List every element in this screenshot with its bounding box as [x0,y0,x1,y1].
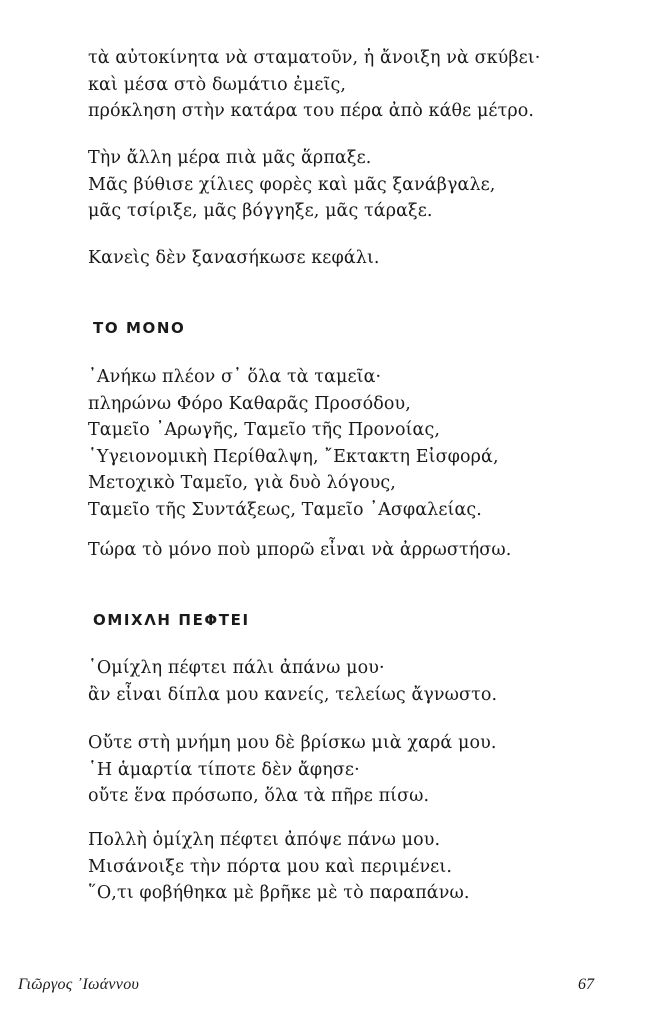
poem-line: καὶ μέσα στὸ δωμάτιο ἐμεῖς, [88,74,347,95]
poem-line: μᾶς τσίριξε, μᾶς βόγγηξε, μᾶς τάραξε. [88,201,433,221]
poem-stanza [88,145,495,225]
poem-line: Μισάνοιξε τὴν πόρτα μου καὶ περιμένει. [88,856,452,877]
poem-line: Ταμεῖο ᾿Αρωγῆς, Ταμεῖο τῆς Προνοίας, [88,420,441,440]
poem-stanza [88,245,380,272]
poem-line: οὔτε ἕνα πρόσωπο, ὅλα τὰ πῆρε πίσω. [88,786,430,806]
poem-stanza [88,537,511,564]
poem-line: τὰ αὐτοκίνητα νὰ σταματοῦν, ἡ ἄνοιξη νὰ σκύβει· [88,48,541,68]
poem-stanza [88,730,497,810]
page-number: 67 [578,976,594,993]
poem-line: Πολλὴ ὁμίχλη πέφτει ἀπόψε πάνω μου. [88,830,441,850]
poem-line: ῾Ομίχλη πέφτει πάλι ἀπάνω μου· [88,658,385,678]
poem-line: ῾Υγειονομικὴ Περίθαλψη, ῎Εκτακτη Εἰσφορά, [88,446,499,467]
poem-line: Τὴν ἄλλη μέρα πιὰ μᾶς ἅρπαξε. [88,148,372,168]
poem-line: ῞Ο,τι φοβήθηκα μὲ βρῆκε μὲ τὸ παραπάνω. [88,883,470,903]
poem-stanza [88,827,470,907]
poem-line: ἂν εἶναι δίπλα μου κανείς, τελείως ἄγνωστο. [88,684,498,705]
poem-line: Τώρα τὸ μόνο ποὺ μπορῶ εἶναι νὰ ἀρρωστήσω. [88,540,512,560]
poem-line: Μᾶς βύθισε χίλιες φορὲς καὶ μᾶς ξανάβγαλε, [88,174,496,195]
poem-stanza [88,364,499,523]
poem-title: ΤΟ ΜΟΝΟ [93,319,186,337]
poem-line: ῾Η ἁμαρτία τίποτε δὲν ἄφησε· [88,759,360,780]
poem-line: πρόκληση στὴν κατάρα του πέρα ἀπὸ κάθε μέτρο. [88,101,535,121]
poem-stanza [88,655,497,708]
poem-line: Κανεὶς δὲν ξανασήκωσε κεφάλι. [88,248,380,268]
poem-stanza [88,45,540,125]
poem-line: Μετοχικὸ Ταμεῖο, γιὰ δυὸ λόγους, [88,473,396,493]
poem-line: πληρώνω Φόρο Καθαρᾶς Προσόδου, [88,393,411,414]
footer-author: Γιῶργος ᾿Ιωάννου [18,976,140,993]
poem-line: ᾿Ανήκω πλέον σ᾿ ὅλα τὰ ταμεῖα· [88,367,382,387]
poem-line: Οὔτε στὴ μνήμη μου δὲ βρίσκω μιὰ χαρά μου. [88,733,497,753]
poem-line: Ταμεῖο τῆς Συντάξεως, Ταμεῖο ᾿Ασφαλείας. [88,499,482,520]
poem-title: ΟΜΙΧΛΗ ΠΕΦΤΕΙ [93,611,250,629]
